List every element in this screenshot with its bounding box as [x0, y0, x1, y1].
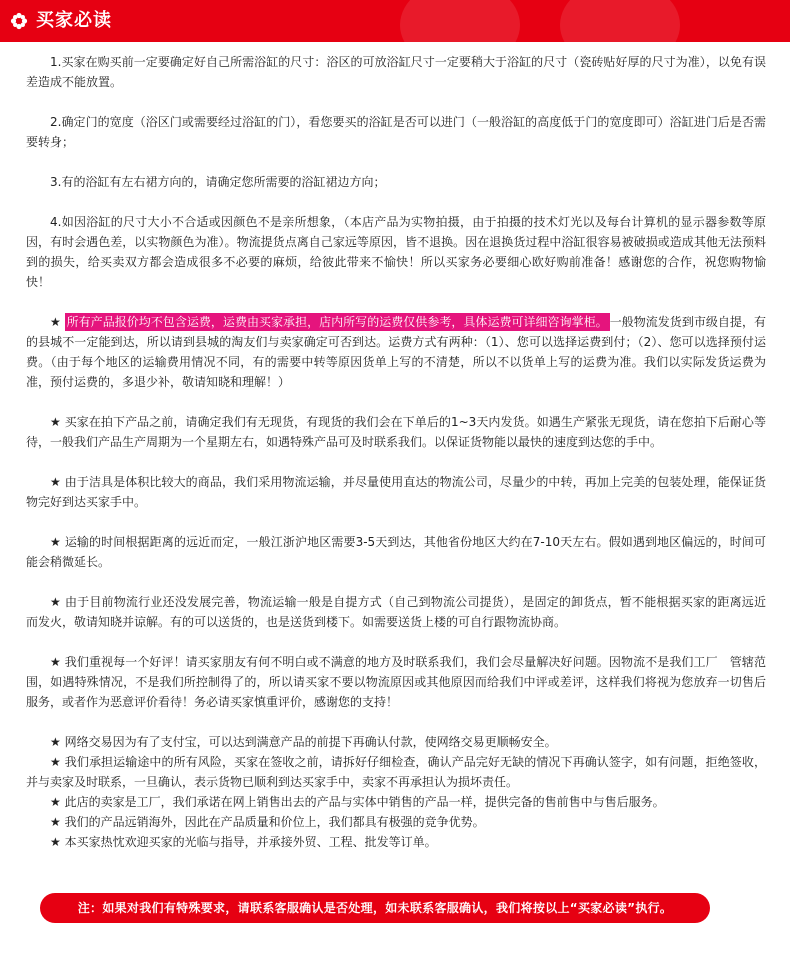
list-item — [26, 812, 766, 832]
star-icon: ★ — [50, 535, 61, 549]
list-item — [26, 752, 766, 792]
shipping-highlight: 所有产品报价均不包含运费，运费由买家承担，店内所写的运费仅供参考，具体运费可详细咨询掌柜。 — [66, 315, 608, 329]
paragraph-text: 由于目前物流行业还没发展完善，物流运输一般是自提方式（自己到物流公司提货），是固定的卸货点，暂不能根据买家的距离远近而发火，敬请知晓并谅解。有的可以送货的，也是送货到楼下。如需要送货上楼的可自行跟物流协商。 — [26, 595, 766, 629]
paragraph-door-width: 2.确定门的宽度（浴区门或需要经过浴缸的门），看您要买的浴缸是否可以进门（一般浴缸的高度低于门的宽度即可）浴缸进门后是否需要转身； — [26, 115, 766, 149]
header-title: 买家必读 — [36, 10, 112, 31]
paragraph-no-return: 4.如因浴缸的尺寸大小不合适或因颜色不是亲所想象，（本店产品为实物拍摄，由于拍摄的技术灯光以及每台计算机的显示器参数等原因，有时会遇色差，以实物颜色为准）。物流提货点离自己家远等原因，皆不退换。因在退换货过程中浴缸很容易被破损或造成其他无法预料到的损失，给买卖双方都会造成很多不必要的麻烦，给彼此带来不愉快！所以买家务必要细心欧好购前准备！感谢您的合作，祝您购物愉快！ — [26, 215, 766, 289]
star-icon: ★ — [50, 595, 61, 609]
header-shine — [560, 0, 680, 42]
list-item-text: 网络交易因为有了支付宝，可以达到满意产品的前提下再确认付款，使网络交易更顺畅安全。 — [64, 735, 557, 749]
shipping-detail: 一般物流发货到市级自提，有的县城不一定能到达，所以请到县城的淘友们与卖家确定可否到达。运费方式有两种：（1）、您可以选择运费到付；（2）、您可以选择预付运费。（由于每个地区的运输费用情况不同，有的需要中转等原因货单上写的不清楚，所以不以货单上写的运费为准。我们以实际发货运费为准，预付运费的，多退少补，敬请知晓和理解！） — [26, 315, 766, 389]
list-item-text: 我们的产品远销海外，因此在产品质量和价位上，我们都具有极强的竞争优势。 — [64, 815, 485, 829]
paragraph-stock — [26, 412, 766, 452]
paragraph-size: 1.买家在购买前一定要确定好自己所需浴缸的尺寸：浴区的可放浴缸尺寸一定要稍大于浴缸的尺寸（瓷砖贴好厚的尺寸为准），以免有误差造成不能放置。 — [26, 55, 766, 89]
notice-banner: 注：如果对我们有特殊要求，请联系客服确认是否处理，如未联系客服确认，我们将按以上“买家必读”执行。 — [40, 893, 710, 923]
paragraph-text: 由于洁具是体积比较大的商品，我们采用物流运输，并尽量使用直达的物流公司，尽量少的中转，再加上完美的包装处理，能保证货物完好到达买家手中。 — [26, 475, 766, 509]
star-icon: ★ — [50, 415, 61, 429]
star-icon: ★ — [50, 755, 61, 769]
paragraph-skirt-direction: 3.有的浴缸有左右裙方向的，请确定您所需要的浴缸裙边方向； — [50, 175, 386, 189]
list-item-text: 本买家热忱欢迎买家的光临与指导，并承接外贸、工程、批发等订单。 — [64, 835, 437, 849]
list-item — [26, 732, 766, 752]
paragraph-text: 我们重视每一个好评！请买家朋友有何不明白或不满意的地方及时联系我们，我们会尽量解决好问题。因物流不是我们工厂 管辖范围，如遇特殊情况，不是我们所控制得了的，所以请买家不要以物流原因或其他原因而给我们中评或差评，这样我们将视为您放弃一切售后服务，或者作为恶意评价看待！务必请买家慎重评价，感谢您的支持！ — [26, 655, 766, 709]
paragraph-shipping-fee — [26, 312, 766, 392]
paragraph-text: 运输的时间根据距离的远近而定，一般江浙沪地区需要3-5天到达，其他省份地区大约在7-10天左右。假如遇到地区偏远的，时间可能会稍微延长。 — [26, 535, 766, 569]
content-body — [26, 52, 766, 852]
list-item — [26, 792, 766, 812]
header-shine — [400, 0, 520, 42]
paragraph-pickup — [26, 592, 766, 632]
list-item-text: 我们承担运输途中的所有风险，买家在签收之前，请拆好仔细检查，确认产品完好无缺的情况下再确认签字，如有问题，拒绝签收，并与卖家及时联系，一旦确认，表示货物已顺利到达买家手中，卖家不再承担认为损坏责任。 — [26, 755, 766, 789]
list-item — [26, 832, 766, 852]
star-icon: ★ — [50, 815, 61, 829]
paragraph-logistics — [26, 472, 766, 512]
star-icon: ★ — [50, 475, 61, 489]
star-icon: ★ — [50, 835, 61, 849]
star-icon: ★ — [50, 315, 61, 329]
paragraph-delivery-time — [26, 532, 766, 572]
star-icon: ★ — [50, 795, 61, 809]
header-bar — [0, 0, 790, 42]
star-icon: ★ — [50, 655, 61, 669]
flower-icon — [10, 12, 28, 30]
paragraph-review — [26, 652, 766, 712]
list-item-text: 此店的卖家是工厂，我们承诺在网上销售出去的产品与实体中销售的产品一样，提供完备的售前售中与售后服务。 — [64, 795, 665, 809]
star-icon: ★ — [50, 735, 61, 749]
paragraph-text: 买家在拍下产品之前，请确定我们有无现货，有现货的我们会在下单后的1~3天内发货。如遇生产紧张无现货，请在您拍下后耐心等待，一般我们产品生产周期为一个星期左右，如遇特殊产品可及时联系我们。以保证货物能以最快的速度到达您的手中。 — [26, 415, 766, 449]
